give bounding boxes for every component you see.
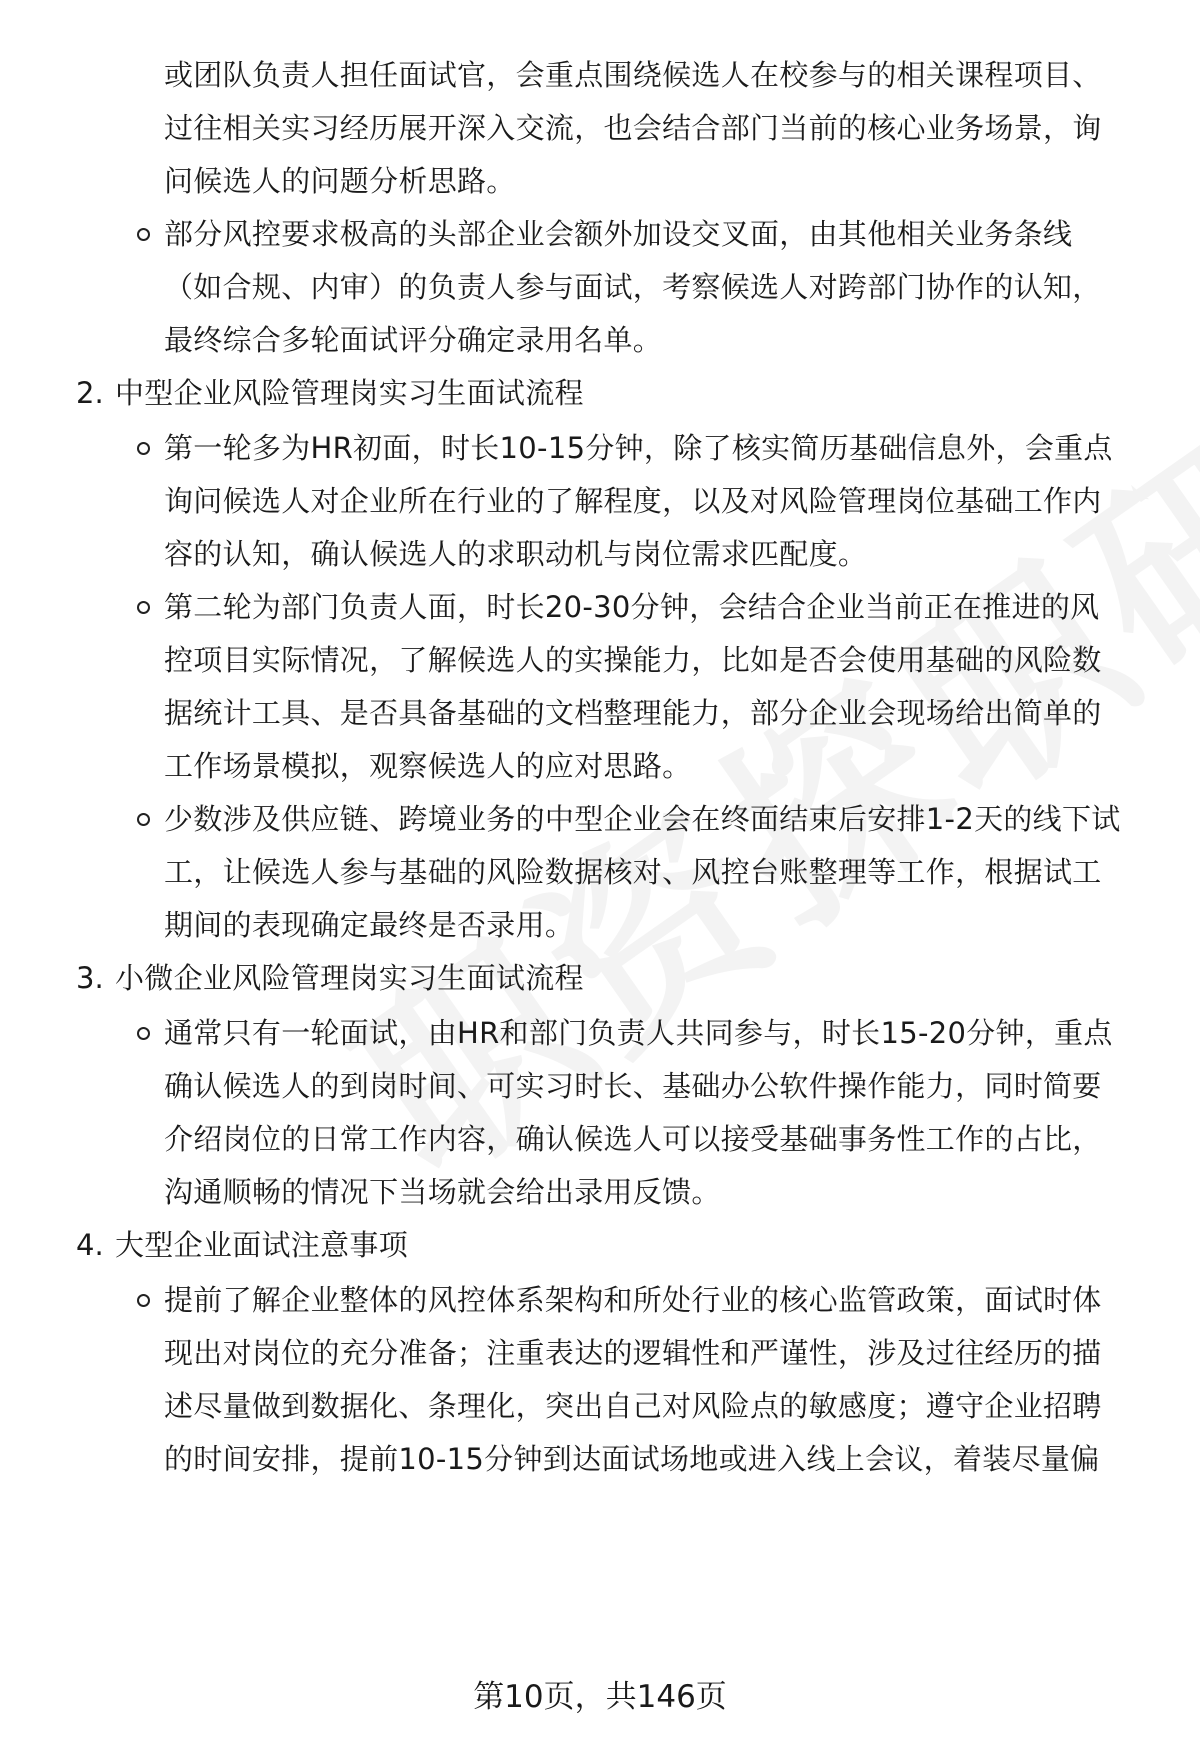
section-number: 3. — [76, 961, 104, 995]
text-line: 过往相关实习经历展开深入交流，也会结合部门当前的核心业务场景，询 — [164, 111, 1102, 145]
bullet-circle-icon — [137, 1294, 150, 1307]
text-line: 期间的表现确定最终是否录用。 — [164, 908, 575, 942]
bullet-circle-icon — [137, 601, 150, 614]
text-line: 第一轮多为HR初面，时长10-15分钟，除了核实简历基础信息外，会重点 — [164, 431, 1113, 465]
bullet-circle-icon — [137, 442, 150, 455]
text-line: 沟通顺畅的情况下当场就会给出录用反馈。 — [164, 1175, 721, 1209]
section-title: 中型企业风险管理岗实习生面试流程 — [115, 376, 584, 410]
bullet-circle-icon — [137, 228, 150, 241]
text-line: 据统计工具、是否具备基础的文档整理能力，部分企业会现场给出简单的 — [164, 696, 1102, 730]
text-line: 第二轮为部门负责人面，时长20-30分钟，会结合企业当前正在推进的风 — [164, 590, 1100, 624]
text-line: 工作场景模拟，观察候选人的应对思路。 — [164, 749, 692, 783]
text-line: 工，让候选人参与基础的风险数据核对、风控台账整理等工作，根据试工 — [164, 855, 1102, 889]
text-line: 现出对岗位的充分准备；注重表达的逻辑性和严谨性，涉及过往经历的描 — [164, 1336, 1102, 1370]
text-line: 述尽量做到数据化、条理化，突出自己对风险点的敏感度；遵守企业招聘 — [164, 1389, 1102, 1423]
text-line: 最终综合多轮面试评分确定录用名单。 — [164, 323, 663, 357]
text-line: 介绍岗位的日常工作内容，确认候选人可以接受基础事务性工作的占比， — [164, 1122, 1102, 1156]
section-title: 大型企业面试注意事项 — [115, 1228, 409, 1262]
text-line: 询问候选人对企业所在行业的了解程度，以及对风险管理岗位基础工作内 — [164, 484, 1102, 518]
section-number: 2. — [76, 376, 104, 410]
page-footer: 第10页，共146页 — [473, 1679, 727, 1715]
text-line: 确认候选人的到岗时间、可实习时长、基础办公软件操作能力，同时简要 — [164, 1069, 1102, 1103]
text-line: 提前了解企业整体的风控体系架构和所处行业的核心监管政策，面试时体 — [164, 1283, 1102, 1317]
text-line: 的时间安排，提前10-15分钟到达面试场地或进入线上会议，着装尽量偏 — [164, 1442, 1100, 1476]
text-line: 问候选人的问题分析思路。 — [164, 164, 516, 198]
text-line: （如合规、内审）的负责人参与面试，考察候选人对跨部门协作的认知， — [164, 270, 1102, 304]
text-line: 控项目实际情况，了解候选人的实操能力，比如是否会使用基础的风险数 — [164, 643, 1102, 677]
bullet-circle-icon — [137, 813, 150, 826]
text-line: 少数涉及供应链、跨境业务的中型企业会在终面结束后安排1-2天的线下试 — [164, 802, 1121, 836]
section-number: 4. — [76, 1228, 104, 1262]
text-line: 或团队负责人担任面试官，会重点围绕候选人在校参与的相关课程项目、 — [164, 58, 1102, 92]
section-title: 小微企业风险管理岗实习生面试流程 — [115, 961, 584, 995]
text-line: 部分风控要求极高的头部企业会额外加设交叉面，由其他相关业务条线 — [164, 217, 1073, 251]
text-line: 通常只有一轮面试，由HR和部门负责人共同参与，时长15-20分钟，重点 — [164, 1016, 1113, 1050]
text-line: 容的认知，确认候选人的求职动机与岗位需求匹配度。 — [164, 537, 868, 571]
bullet-circle-icon — [137, 1027, 150, 1040]
